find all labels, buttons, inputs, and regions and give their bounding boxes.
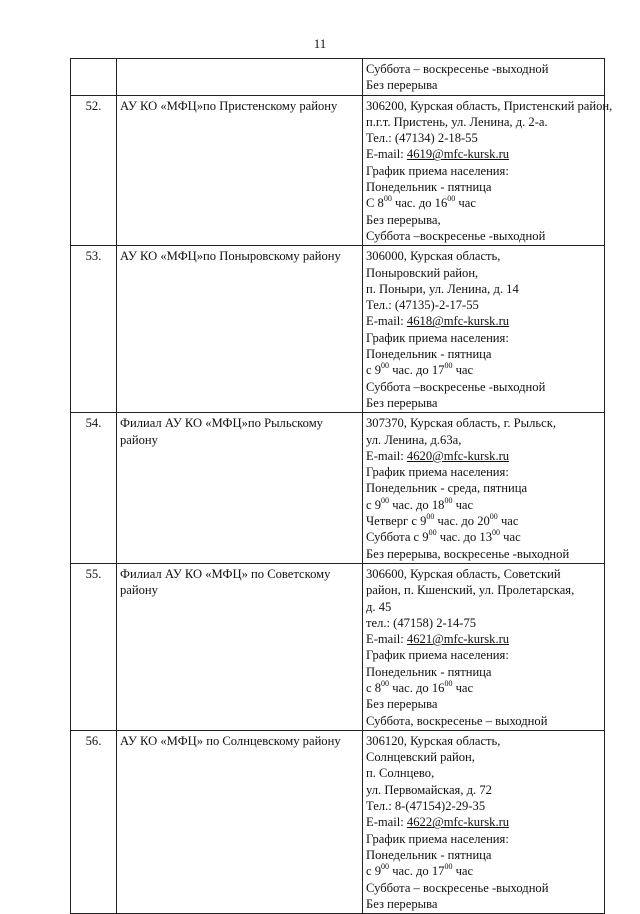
email-link[interactable]: 4619@mfc-kursk.ru xyxy=(406,147,510,162)
address-line: Солнцевский район, xyxy=(366,750,475,765)
address-line: п. Поныри, ул. Ленина, д. 14 xyxy=(366,281,519,296)
organization-name: Филиал АУ КО «МФЦ»по Рыльскому району xyxy=(117,413,363,564)
row-number: 52. xyxy=(71,95,117,246)
email-line xyxy=(366,814,601,830)
email-line xyxy=(366,313,601,329)
address-line: 307370, Курская область, г. Рыльск, xyxy=(366,416,556,431)
schedule-line: Суббота – воскресенье -выходной xyxy=(366,62,549,76)
schedule-line: Без перерыва xyxy=(366,896,438,911)
schedule-line: Без перерыва, воскресенье -выходной xyxy=(366,546,570,561)
address-line: 306000, Курская область, xyxy=(366,249,501,264)
schedule-line: Суббота – воскресенье -выходной xyxy=(366,880,549,895)
email-label: E-mail: xyxy=(366,632,407,647)
schedule-title: График приема населения: xyxy=(366,163,509,178)
cell-contact-info xyxy=(363,95,613,246)
schedule-line: Без перерыва, xyxy=(366,212,441,227)
schedule-hours: с $9^{00}$ час. до $17^{00}$ час xyxy=(366,862,474,879)
address-line: ул. Первомайская, д. 72 xyxy=(366,782,492,797)
cell-number xyxy=(71,59,117,96)
schedule-line: Суббота –воскресенье -выходной xyxy=(366,379,546,394)
table-row xyxy=(71,730,605,913)
email-line xyxy=(366,146,601,162)
phone-line: Тел.: (47135)-2-17-55 xyxy=(366,298,479,313)
cell-contact-info xyxy=(363,730,605,913)
address-line: ул. Ленина, д.63а, xyxy=(366,432,462,447)
organization-name: АУ КО «МФЦ»по Поныровскому району xyxy=(117,246,363,413)
schedule-title: График приема населения: xyxy=(366,330,509,345)
address-line: Поныровский район, xyxy=(366,265,479,280)
email-link[interactable]: 4620@mfc-kursk.ru xyxy=(406,448,510,463)
schedule-title: График приема населения: xyxy=(366,648,509,663)
phone-line: Тел.: 8-(47154)2-29-35 xyxy=(366,799,486,814)
address-line: д. 45 xyxy=(366,599,392,614)
table-row xyxy=(71,246,605,413)
schedule-days: Понедельник - пятница xyxy=(366,847,492,862)
schedule-line: Без перерыва xyxy=(366,395,438,410)
address-line: п.г.т. Пристень, ул. Ленина, д. 2-а. xyxy=(366,114,548,129)
schedule-line: Без перерыва xyxy=(366,697,438,712)
address-line: район, п. Кшенский, ул. Пролетарская, xyxy=(366,583,575,598)
table-row xyxy=(71,413,605,564)
cell-contact-info xyxy=(363,59,605,96)
email-label: E-mail: xyxy=(366,815,407,830)
email-link[interactable]: 4618@mfc-kursk.ru xyxy=(406,314,510,329)
schedule-days: Понедельник - пятница xyxy=(366,180,492,195)
schedule-title: График приема населения: xyxy=(366,831,509,846)
table-row xyxy=(71,563,605,730)
cell-contact-info xyxy=(363,246,605,413)
email-link[interactable]: 4622@mfc-kursk.ru xyxy=(406,815,510,830)
address-line: 306200, Курская область, Пристенский район, xyxy=(366,98,613,113)
schedule-hours: с $8^{00}$ час. до $16^{00}$ час xyxy=(366,678,474,695)
schedule-line: Без перерыва xyxy=(366,78,438,93)
row-number: 56. xyxy=(71,730,117,913)
email-line xyxy=(366,631,601,647)
schedule-days: Понедельник - пятница xyxy=(366,664,492,679)
row-number: 55. xyxy=(71,563,117,730)
organization-name: АУ КО «МФЦ»по Пристенскому району xyxy=(117,95,363,246)
schedule-days: Понедельник - пятница xyxy=(366,347,492,362)
table-row-continued xyxy=(71,59,605,96)
schedule-hours: с $9^{00}$ час. до $18^{00}$ час xyxy=(366,495,474,512)
mfc-offices-table xyxy=(70,58,613,914)
table-row xyxy=(71,95,605,246)
email-label: E-mail: xyxy=(366,448,407,463)
cell-organization xyxy=(117,59,363,96)
schedule-hours: с $9^{00}$ час. до $17^{00}$ час xyxy=(366,361,474,378)
cell-contact-info xyxy=(363,413,605,564)
row-number: 54. xyxy=(71,413,117,564)
email-link[interactable]: 4621@mfc-kursk.ru xyxy=(406,632,510,647)
cell-contact-info xyxy=(363,563,605,730)
address-line: 306600, Курская область, Советский xyxy=(366,566,561,581)
schedule-line: Суббота –воскресенье -выходной xyxy=(366,228,546,243)
page-number: 11 xyxy=(313,36,327,51)
phone-line: тел.: (47158) 2-14-75 xyxy=(366,615,477,630)
schedule-days: Понедельник - среда, пятница xyxy=(366,481,528,496)
organization-name: АУ КО «МФЦ» по Солнцевскому району xyxy=(117,730,363,913)
organization-name: Филиал АУ КО «МФЦ» по Советскому району xyxy=(117,563,363,730)
email-label: E-mail: xyxy=(366,147,407,162)
email-line xyxy=(366,448,601,464)
schedule-hours: С $8^{00}$ час. до $16^{00}$ час xyxy=(366,194,476,211)
address-line: 306120, Курская область, xyxy=(366,733,501,748)
schedule-line: Суббота, воскресенье – выходной xyxy=(366,713,548,728)
schedule-hours: Суббота с $9^{00}$ час. до $13^{00}$ час xyxy=(366,528,521,545)
schedule-hours: Четверг с $9^{00}$ час. до $20^{00}$ час xyxy=(366,512,519,529)
address-line: п. Солнцево, xyxy=(366,766,435,781)
email-label: E-mail: xyxy=(366,314,407,329)
phone-line: Тел.: (47134) 2-18-55 xyxy=(366,131,478,146)
row-number: 53. xyxy=(71,246,117,413)
schedule-title: График приема населения: xyxy=(366,465,509,480)
